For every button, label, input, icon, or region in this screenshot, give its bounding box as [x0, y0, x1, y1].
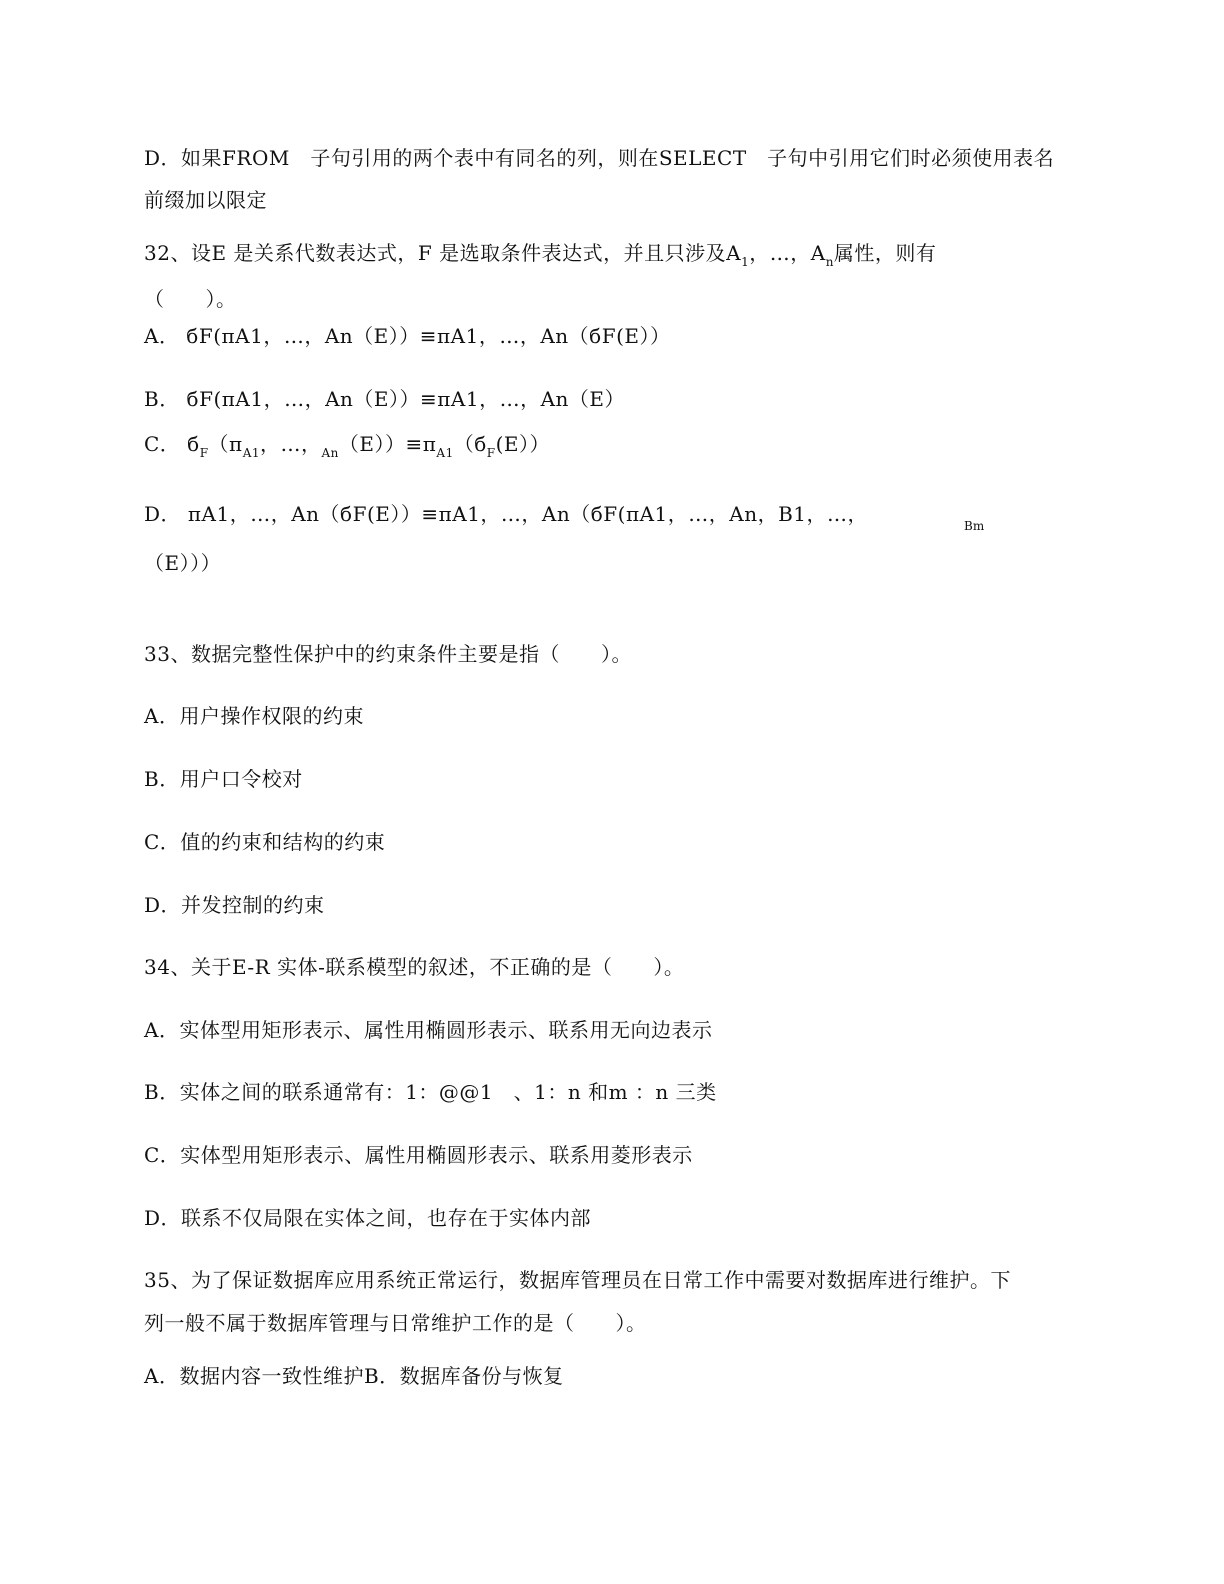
q32-option-b: B． бF(πA1，…，An（E））≡πA1，…，An（E） — [144, 387, 626, 411]
q32-option-c-text-c: ，…， — [260, 432, 322, 456]
q32-stem-text-c: 属性，则有 — [833, 241, 937, 265]
q32-option-d-sub-bm: Bm — [964, 519, 985, 533]
q31-option-d-line1: D．如果FROM 子句引用的两个表中有同名的列，则在SELECT 子句中引用它们时必须使用表名 — [144, 146, 1055, 170]
q34-option-c: C．实体型用矩形表示、属性用椭圆形表示、联系用菱形表示 — [144, 1143, 693, 1167]
q32-stem-subscript-1: 1 — [741, 255, 750, 269]
q32-option-c-sub-a1: A1 — [242, 446, 260, 460]
q32-option-c-sub-a1-second: A1 — [436, 446, 454, 460]
q33-option-d: D．并发控制的约束 — [144, 893, 325, 917]
q32-option-d-text: D． πA1，…，An（бF(E））≡πA1，…，An（бF(πA1，…，An，B1，…， — [144, 502, 869, 526]
q32-stem-text-a: 32、设E 是关系代数表达式，F 是选取条件表达式，并且只涉及A — [144, 241, 742, 265]
q32-option-c — [144, 430, 550, 458]
q32-option-c-sub-f: F — [199, 446, 209, 460]
q32-stem-line2: （ ）。 — [144, 287, 237, 311]
q32-option-c-text-a: C． б — [144, 432, 200, 456]
q33-option-b: B．用户口令校对 — [144, 767, 303, 791]
q33-option-c: C．值的约束和结构的约束 — [144, 830, 386, 854]
q32-option-c-sub-an: An — [321, 446, 339, 460]
q32-option-c-text-f: (E）） — [495, 432, 551, 456]
q33-stem: 33、数据完整性保护中的约束条件主要是指（ ）。 — [144, 642, 632, 666]
q31-option-d-line2: 前缀加以限定 — [144, 188, 267, 212]
q32-stem-text-b: ，…，A — [749, 241, 826, 265]
q33-option-a: A．用户操作权限的约束 — [144, 704, 364, 728]
q32-option-c-text-e: （б — [453, 432, 487, 456]
q35-stem-line2: 列一般不属于数据库管理与日常维护工作的是（ ）。 — [144, 1311, 647, 1335]
q34-option-b: B．实体之间的联系通常有：1：@@1 、1：n 和m ：n 三类 — [144, 1080, 717, 1104]
q32-option-d-line1 — [144, 500, 868, 528]
q32-option-c-sub-f-second: F — [486, 446, 496, 460]
q32-option-c-text-d: （E））≡π — [338, 432, 437, 456]
q34-option-d: D．联系不仅局限在实体之间，也存在于实体内部 — [144, 1206, 592, 1230]
q32-option-a: A． бF(πA1，…，An（E））≡πA1，…，An（бF(E）） — [144, 324, 671, 348]
q35-stem-line1: 35、为了保证数据库应用系统正常运行，数据库管理员在日常工作中需要对数据库进行维护。下 — [144, 1268, 1011, 1292]
q32-option-c-text-b: （π — [208, 432, 243, 456]
q34-stem: 34、关于E-R 实体-联系模型的叙述，不正确的是（ ）。 — [144, 955, 685, 979]
q32-stem-subscript-n: n — [825, 255, 834, 269]
q35-options-a-b: A．数据内容一致性维护B．数据库备份与恢复 — [144, 1364, 564, 1388]
q32-option-d-line2: （E））） — [144, 551, 222, 575]
q32-stem-line1 — [144, 239, 936, 267]
q34-option-a: A．实体型用矩形表示、属性用椭圆形表示、联系用无向边表示 — [144, 1018, 713, 1042]
